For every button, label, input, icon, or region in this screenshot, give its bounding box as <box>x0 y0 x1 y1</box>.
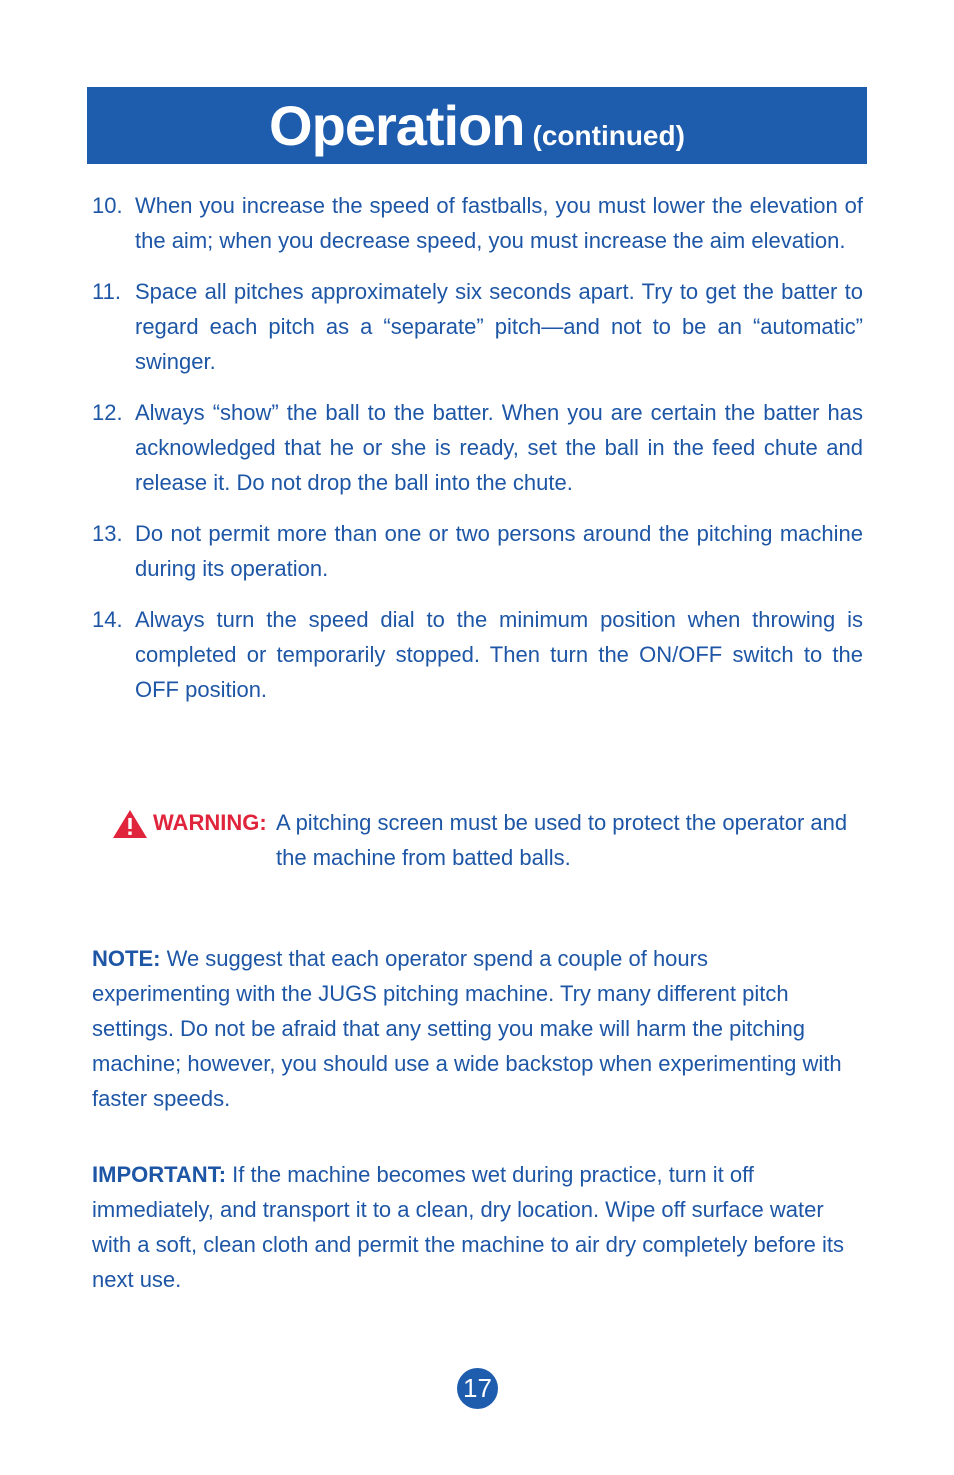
note-paragraph <box>92 941 852 1116</box>
page-number-badge: 17 <box>457 1368 498 1409</box>
item-number: 14. <box>92 607 123 632</box>
warning-label: WARNING: <box>153 810 267 835</box>
warning-triangle-icon <box>112 809 148 839</box>
item-number: 12. <box>92 400 123 425</box>
list-item <box>92 188 863 258</box>
item-text: Do not permit more than one or two persons around the pitching machine during its operation. <box>135 521 863 581</box>
warning-block <box>112 805 863 875</box>
important-paragraph <box>92 1157 852 1297</box>
list-item <box>92 395 863 500</box>
note-label: NOTE: <box>92 946 161 971</box>
item-number: 10. <box>92 193 123 218</box>
list-item <box>92 516 863 586</box>
list-item <box>92 274 863 379</box>
warning-text: A pitching screen must be used to protect the operator and the machine from batted balls. <box>276 810 848 870</box>
item-number: 13. <box>92 521 123 546</box>
note-text: We suggest that each operator spend a couple of hours experimenting with the JUGS pitching machine. Try many different pitch settings. Do not be afraid that any setting you make will harm the pitching machine; however, you should use a wide backstop when experimenting with faster speeds. <box>92 946 842 1111</box>
important-text: If the machine becomes wet during practice, turn it off immediately, and transport it to a clean, dry location. Wipe off surface water with a soft, clean cloth and permit the machine to air dry completely before its next use. <box>92 1162 845 1292</box>
item-text: Space all pitches approximately six seconds apart. Try to get the batter to regard each pitch as a “separate” pitch—and not to be an “automatic” swinger. <box>135 279 863 374</box>
item-text: Always “show” the ball to the batter. When you are certain the batter has acknowledged that he or she is ready, set the ball in the feed chute and release it. Do not drop the ball into the chute. <box>135 400 863 495</box>
page-header <box>87 87 867 164</box>
important-label: IMPORTANT: <box>92 1162 227 1187</box>
instruction-list <box>92 188 863 723</box>
page-subtitle: (continued) <box>532 120 685 151</box>
item-number: 11. <box>92 279 121 304</box>
item-text: Always turn the speed dial to the minimum position when throwing is completed or temporarily stopped. Then turn the ON/OFF switch to the OFF position. <box>135 607 863 702</box>
item-text: When you increase the speed of fastballs, you must lower the elevation of the aim; when you decrease speed, you must increase the aim elevation. <box>135 193 863 253</box>
list-item <box>92 602 863 707</box>
page-title: Operation <box>269 94 525 157</box>
